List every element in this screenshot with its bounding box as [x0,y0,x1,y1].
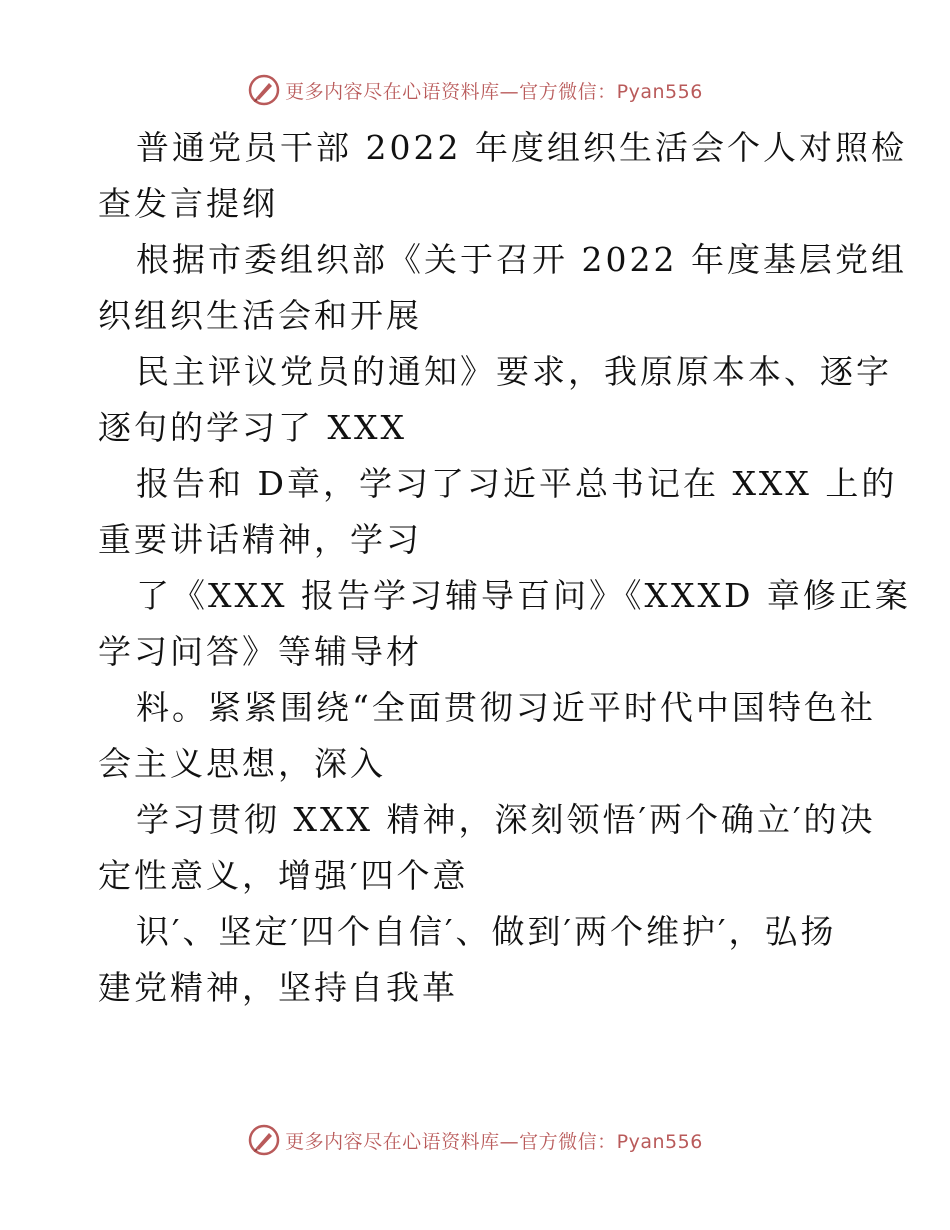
text-line: 识′、坚定′四个自信′、做到′两个维护′，弘扬 [136,912,837,951]
quill-logo-icon [247,73,281,107]
document-body [98,120,911,1016]
text-line: 普通党员干部 2022 年度组织生活会个人对照检 [136,128,907,167]
text-line: 会主义思想，深入 [98,744,386,783]
text-line: 定性意义，增强′四个意 [98,856,469,895]
text-line: 了《XXX 报告学习辅导百问》《XXXD 章修正案 [136,576,911,615]
text-line: 学习贯彻 XXX 精神，深刻领悟′两个确立′的决 [136,800,876,839]
text-line: 建党精神，坚持自我革 [98,968,458,1007]
text-line: 重要讲话精神，学习 [98,520,422,559]
watermark-text: 更多内容尽在心语资料库—官方微信：Pyan556 [285,80,703,103]
text-line: 民主评议党员的通知》要求，我原原本本、逐字 [136,352,892,391]
header-watermark [0,72,950,108]
text-line: 逐句的学习了 XXX [98,408,407,447]
text-line: 报告和 D章，学习了习近平总书记在 XXX 上的 [136,464,898,503]
text-line: 料。紧紧围绕“全面贯彻习近平时代中国特色社 [136,688,876,727]
text-line: 根据市委组织部《关于召开 2022 年度基层党组 [136,240,907,279]
quill-logo-icon [247,1123,281,1157]
footer-watermark [0,1122,950,1158]
text-line: 学习问答》等辅导材 [98,632,422,671]
text-line: 织组织生活会和开展 [98,296,422,335]
text-line: 查发言提纲 [98,184,278,223]
watermark-text: 更多内容尽在心语资料库—官方微信：Pyan556 [285,1130,703,1153]
